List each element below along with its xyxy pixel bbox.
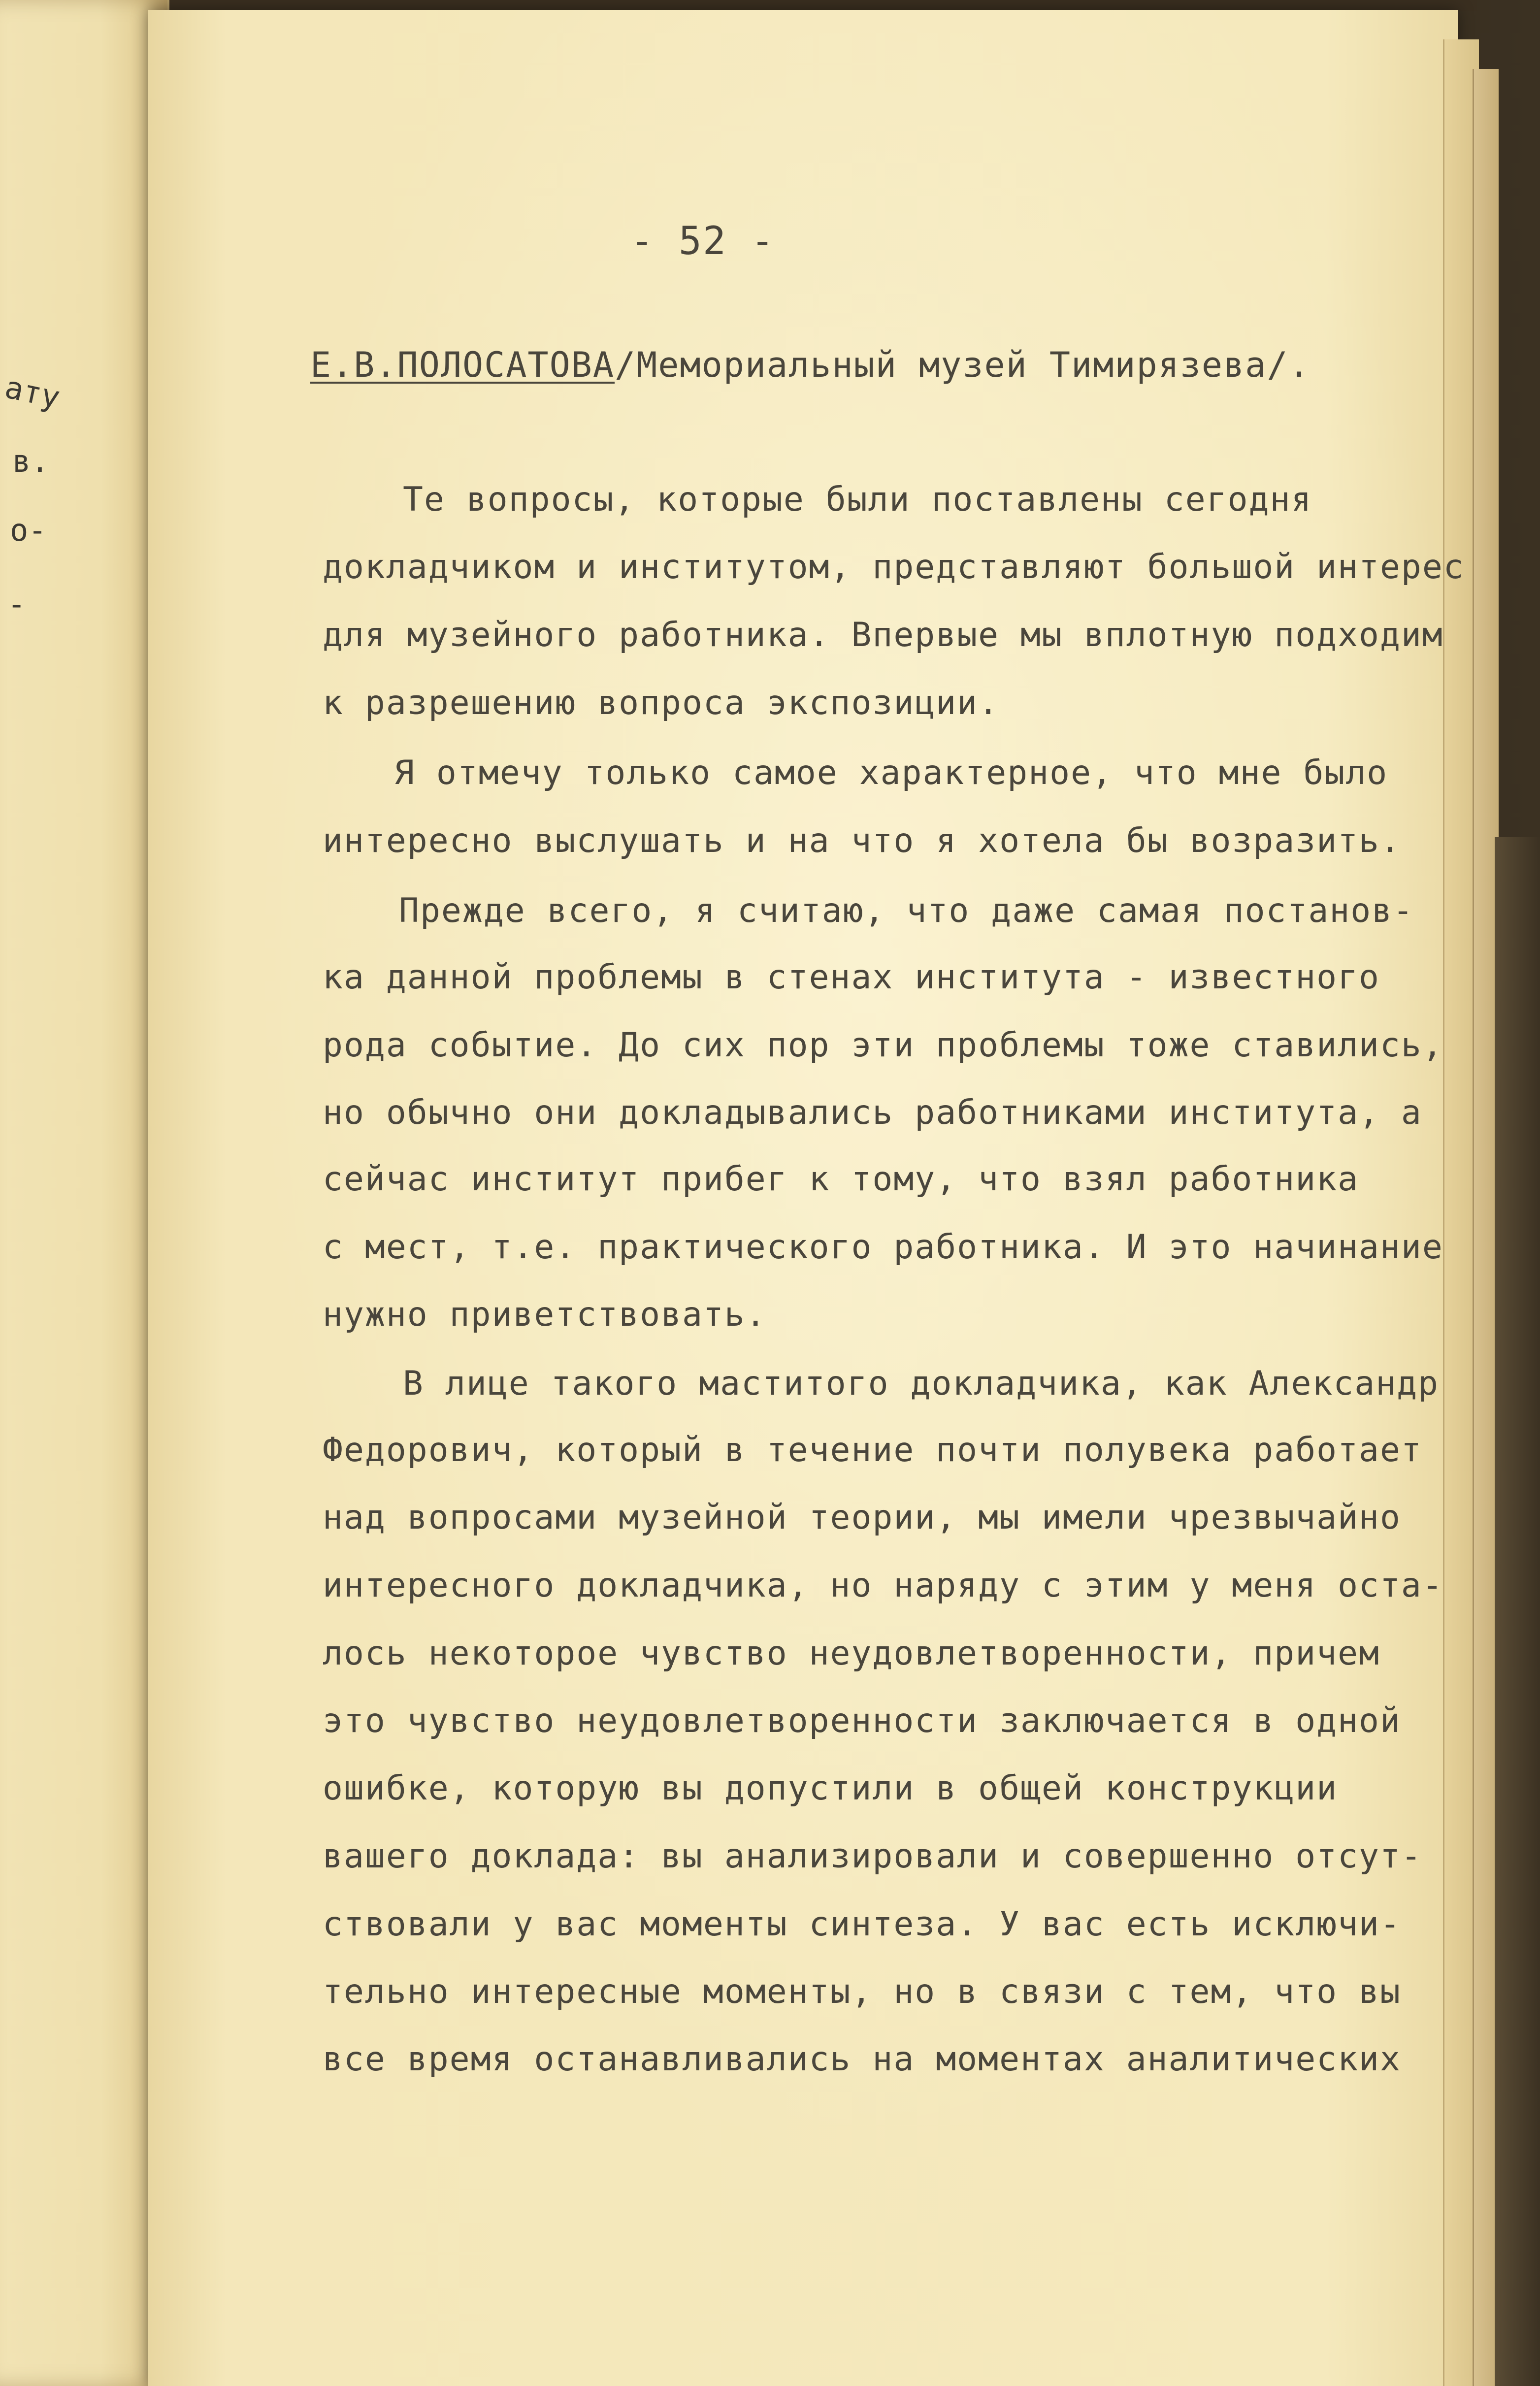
text-line: рода событие. До сих пор эти проблемы тоже ставились, (323, 1026, 1443, 1065)
text-line: сейчас институт прибег к тому, что взял работника (323, 1160, 1359, 1199)
previous-page-edge (0, 0, 169, 2386)
author-heading (310, 345, 1311, 385)
page-number: - 52 - (630, 219, 775, 263)
text-line: Те вопросы, которые были поставлены сегодня (403, 480, 1312, 519)
fragment-text: в. (12, 443, 49, 479)
text-line: интересно выслушать и на что я хотела бы возразить. (323, 821, 1401, 860)
text-line: интересного докладчика, но наряду с этим у меня оста- (323, 1566, 1443, 1605)
text-line: Федорович, который в течение почти полувека работает (323, 1431, 1422, 1470)
text-line: ствовали у вас моменты синтеза. У вас есть исключи- (323, 1905, 1401, 1944)
text-line: Прежде всего, я считаю, что даже самая постанов- (399, 891, 1414, 930)
fragment-text: о- (10, 512, 47, 548)
background-strip (148, 0, 1477, 11)
text-line: все время останавливались на моментах аналитических (323, 2040, 1401, 2079)
fragment-text: ату (1, 369, 64, 416)
text-line: к разрешению вопроса экспозиции. (323, 684, 1000, 722)
text-line: В лице такого маститого докладчика, как Александр (403, 1364, 1440, 1403)
text-line: лось некоторое чувство неудовлетворенности, причем (323, 1634, 1380, 1673)
author-name: Е.В.ПОЛОСАТОВА (310, 345, 615, 385)
text-line: над вопросами музейной теории, мы имели чрезвычайно (323, 1498, 1401, 1537)
text-line: но обычно они докладывались работниками института, а (323, 1093, 1422, 1132)
text-line: докладчиком и институтом, представляют большой интерес (323, 548, 1465, 587)
author-affiliation: /Мемориальный музей Тимирязева/. (615, 345, 1311, 385)
text-line: вашего доклада: вы анализировали и совершенно отсут- (323, 1837, 1422, 1876)
text-line: с мест, т.е. практического работника. И это начинание (323, 1228, 1443, 1267)
text-line: тельно интересные моменты, но в связи с тем, что вы (323, 1972, 1401, 2011)
text-line: ошибке, которую вы допустили в общей конструкции (323, 1769, 1338, 1808)
text-line: Я отмечу только самое характерное, что мне было (394, 753, 1388, 792)
text-line: нужно приветствовать. (323, 1295, 767, 1334)
fragment-text: - (7, 586, 26, 622)
text-line: это чувство неудовлетворенности заключается в одной (323, 1701, 1401, 1740)
page-stack-edge (1495, 837, 1540, 2386)
text-line: для музейного работника. Впервые мы вплотную подходим (323, 616, 1443, 654)
text-line: ка данной проблемы в стенах института - известного (323, 958, 1380, 997)
